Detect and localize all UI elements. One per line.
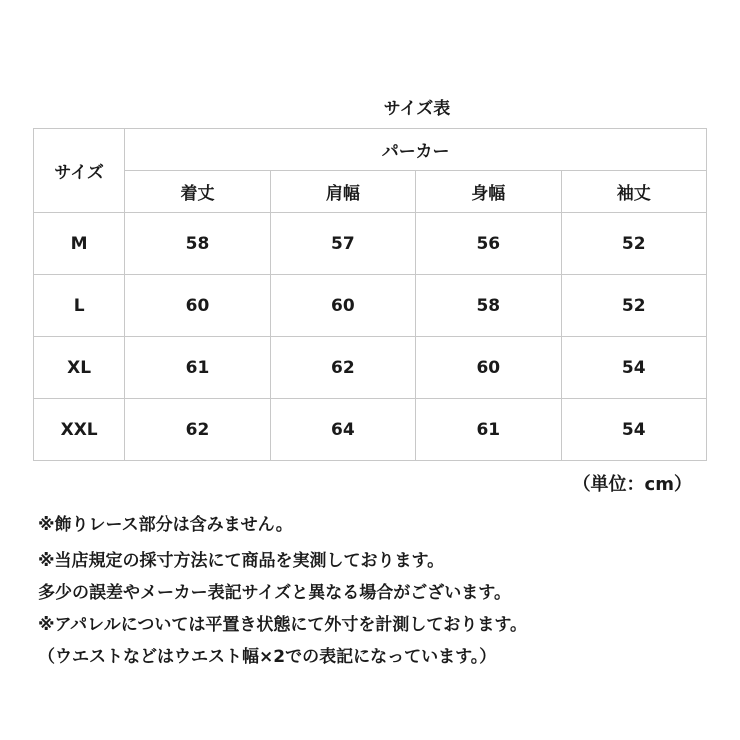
value-cell: 56 [416, 213, 561, 275]
size-cell: XL [34, 337, 125, 399]
table-row [34, 275, 707, 337]
table-row [34, 399, 707, 461]
note-item: ※当店規定の採寸方法にて商品を実測しております。 [38, 551, 445, 571]
notes-list [38, 512, 527, 676]
value-cell: 54 [561, 399, 706, 461]
value-cell: 61 [125, 337, 270, 399]
value-cell: 61 [416, 399, 561, 461]
table-header-row [34, 129, 707, 171]
table-row [34, 213, 707, 275]
note-item: （ウエストなどはウエスト幅×2での表記になっています。） [38, 647, 497, 667]
size-cell: M [34, 213, 125, 275]
value-cell: 58 [125, 213, 270, 275]
value-cell: 62 [270, 337, 415, 399]
value-cell: 62 [125, 399, 270, 461]
value-cell: 52 [561, 275, 706, 337]
value-cell: 60 [125, 275, 270, 337]
value-cell: 57 [270, 213, 415, 275]
size-column-header: サイズ [34, 129, 125, 213]
value-cell: 60 [416, 337, 561, 399]
column-header-length: 着丈 [125, 171, 270, 213]
size-cell: L [34, 275, 125, 337]
value-cell: 60 [270, 275, 415, 337]
note-item: ※アパレルについては平置き状態にて外寸を計測しております。 [38, 615, 528, 635]
table-subheader-row [34, 171, 707, 213]
value-cell: 52 [561, 213, 706, 275]
value-cell: 58 [416, 275, 561, 337]
size-table [33, 128, 707, 461]
unit-label: （単位：cm） [572, 474, 692, 495]
column-header-width: 身幅 [416, 171, 561, 213]
value-cell: 54 [561, 337, 706, 399]
column-header-shoulder: 肩幅 [270, 171, 415, 213]
page-title: サイズ表 [383, 99, 451, 119]
table-row [34, 337, 707, 399]
note-item: ※飾りレース部分は含みません。 [38, 515, 293, 535]
value-cell: 64 [270, 399, 415, 461]
column-header-sleeve: 袖丈 [561, 171, 706, 213]
size-cell: XXL [34, 399, 125, 461]
group-header: パーカー [125, 129, 707, 171]
note-item: 多少の誤差やメーカー表記サイズと異なる場合がございます。 [38, 583, 511, 603]
